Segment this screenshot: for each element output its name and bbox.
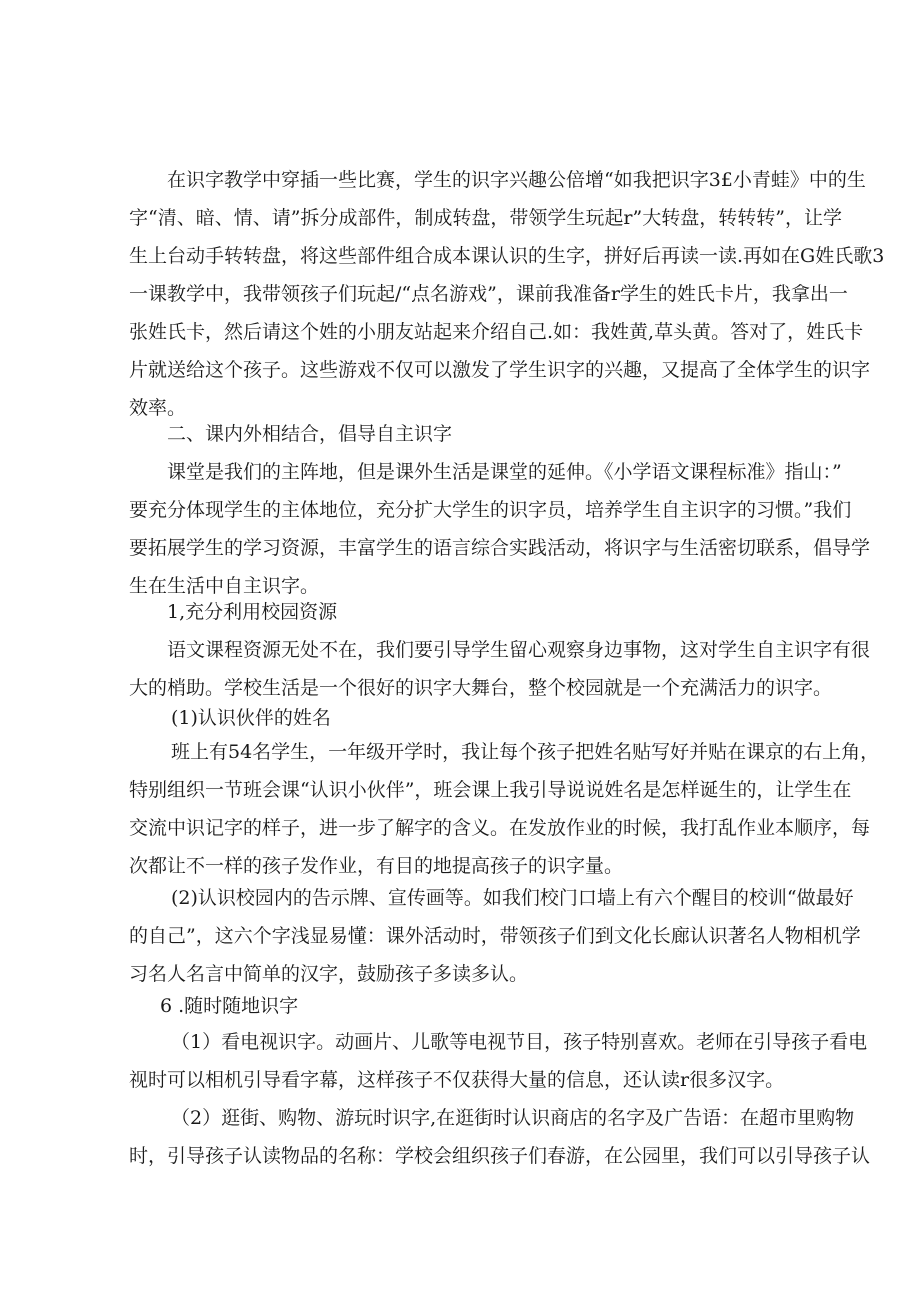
- subsection-heading: 6 .随时随地识字: [160, 995, 299, 1017]
- subsection-heading: 1,充分利用校园资源: [167, 601, 338, 623]
- text-line: 张姓氏卡，然后请这个姓的小朋友站起来介绍自己.如：我姓黄,草头黄。答对了，姓氏卡: [129, 321, 864, 343]
- text-line: 要拓展学生的学习资源，丰富学生的语言综合实践活动，将识字与生活密切联系，倡导学: [129, 537, 871, 559]
- text-line: 字“清、暗、情、请”拆分成部件，制成转盘，带领学生玩起r”大转盘，转转转”，让学: [129, 207, 842, 229]
- text-line: 片就送给这个孩子。这些游戏不仅可以激发了学生识字的兴趣，又提高了全体学生的识字: [129, 359, 871, 381]
- text-line: 课堂是我们的主阵地，但是课外生活是课堂的延伸。《小学语文课程标准》指山：”: [167, 461, 842, 483]
- text-line: 交流中识记字的样子，进一步了解字的含义。在发放作业的时候，我打乱作业本顺序，每: [129, 817, 871, 839]
- text-line: （1）看电视识字。动画片、儿歌等电视节目，孩子特别喜欢。老师在引导孩子看电: [171, 1031, 868, 1053]
- item-heading: (1)认识伙伴的姓名: [171, 707, 331, 729]
- text-line: 视时可以相机引导看字幕，这样孩子不仅获得大量的信息，还认读r很多汉字。: [129, 1069, 785, 1091]
- text-line: 的自己”，这六个字浅显易懂：课外活动时，带领孩子们到文化长廊认识著名人物相机学: [129, 925, 861, 947]
- text-line: 要充分体现学生的主体地位，充分扩大学生的识字员，培养学生自主识字的习惯。”我们: [129, 499, 852, 521]
- text-line: 在识字教学中穿插一些比赛，学生的识字兴趣公倍增“如我把识字3£小青蛙》中的生: [167, 169, 866, 191]
- text-line: (2)认识校园内的告示牌、宣传画等。如我们校门口墙上有六个醒目的校训“做最好: [171, 887, 854, 909]
- text-line: 语文课程资源无处不在，我们要引导学生留心观察身边事物，这对学生自主识字有很: [167, 639, 871, 661]
- text-line: （2）逛街、购物、游玩时识字,在逛街时认识商店的名字及广告语：在超市里购物: [171, 1107, 855, 1129]
- section-heading: 二、课内外相结合，倡导自主识字: [167, 423, 453, 445]
- text-line: 次都让不一样的孩子发作业，有目的地提高孩子的识字量。: [129, 855, 624, 877]
- text-line: 生在生活中自主识字。: [129, 575, 320, 597]
- text-line: 生上台动手转转盘，将这些部件组合成本课认识的生字，拼好后再读一读.再如在G姓氏歌3: [129, 245, 885, 267]
- text-line: 大的梢助。学校生活是一个很好的识字大舞台，整个校园就是一个充满活力的识字。: [129, 677, 833, 699]
- text-line: 特别组织一节班会课“认识小伙伴”，班会课上我引导说说姓名是怎样诞生的，让学生在: [129, 779, 852, 801]
- text-line: 时，引导孩子认读物品的名称：学校会组织孩子们春游，在公园里，我们可以引导孩子认: [129, 1145, 871, 1167]
- text-line: 效率。: [129, 397, 187, 419]
- text-line: 习名人名言中简单的汉字，鼓励孩子多读多认。: [129, 963, 529, 985]
- text-line: 班上有54名学生，一年级开学时，我让每个孩子把姓名贴写好并贴在课京的右上角，: [171, 741, 880, 763]
- text-line: 一课教学中，我带领孩子们玩起/“点名游戏”，课前我准备r学生的姓氏卡片，我拿出一: [129, 283, 848, 305]
